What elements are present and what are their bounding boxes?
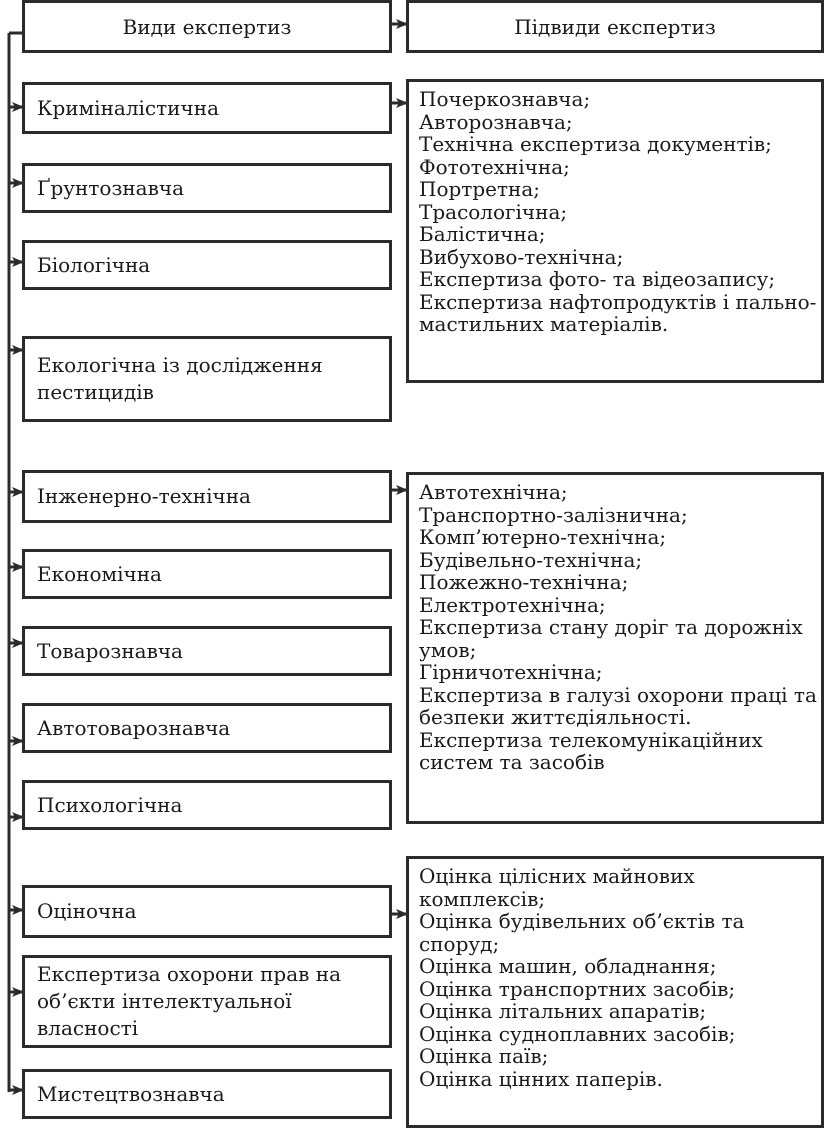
kind-box-commodity [22,626,392,676]
subkind-item: Гірничотехнічна; [419,660,603,684]
subkind-item: Трасологічна; [419,199,568,224]
subkind-item: Оцінка судноплавних засобів; [419,1021,736,1046]
subkind-item: Оцінка транспортних засобів; [419,976,736,1001]
kinds-header [22,0,392,53]
subkind-item: умов; [419,637,477,662]
subkind-item: Технічна експертиза документів; [419,132,772,156]
kinds-header-label: Види експертиз [122,14,292,39]
kind-label: Екологічна із дослідження пестицидів [37,353,323,404]
kind-label: Біологічна [37,252,151,277]
kind-label: Мистецтвознавча [37,1081,225,1106]
subkind-item: Фототехнічна; [419,154,570,179]
subkind-item: Оцінка цілісних майнових [419,864,695,888]
subkind-item: Електротехнічна; [419,592,606,617]
subkind-item: Почеркознавча; [419,87,591,111]
subkind-item: безпеки життєдіяльності. [419,705,692,729]
subkind-item: Портретна; [419,177,541,201]
kind-label: Автотоварознавча [37,715,231,740]
kind-label: Експертиза охорони прав на об’єкти інтелектуальної власності [37,962,342,1040]
subkind-item: Оцінка машин, обладнання; [419,954,717,978]
subkind-item: Оцінка літальних апаратів; [419,999,707,1023]
subkind-item: систем та засобів [419,750,605,774]
subkind-item: Комп’ютерно-технічна; [419,525,667,549]
kind-box-soil [22,163,392,213]
subkinds-box-forensic [406,79,824,383]
subkind-item: Оцінка цінних паперів. [419,1066,663,1091]
kind-box-art [22,1069,392,1119]
subkinds-header-label: Підвиди експертиз [514,14,716,39]
subkind-item: споруд; [419,931,500,956]
kind-box-psychological [22,780,392,830]
subkind-item: Будівельно-технічна; [419,547,643,572]
kind-box-economic [22,549,392,599]
subkind-item: Експертиза нафтопродуктів і пально- [419,289,817,314]
subkind-item: Експертиза в галузі охорони праці та [419,682,817,707]
subkind-item: Авторознавча; [419,109,573,134]
subkinds-header [406,0,824,53]
kind-label: Економічна [37,561,162,586]
kind-box-biological [22,240,392,290]
kind-box-valuation [22,885,392,938]
subkind-item: Автотехнічна; [419,480,568,504]
kind-label: Криміналістична [37,95,219,120]
kind-box-intellectual-property [22,955,392,1048]
subkind-item: мастильних матеріалів. [419,312,669,336]
subkinds-box-engineering [406,472,824,824]
subkind-item: Оцінка паїв; [419,1044,549,1068]
subkinds-box-valuation [406,856,824,1128]
kind-label: Товарознавча [37,638,183,663]
kind-box-auto-commodity [22,703,392,753]
kind-box-forensic [22,82,392,134]
subkind-item: Експертиза стану доріг та дорожніх [419,615,803,639]
subkind-item: Експертиза фото- та відеозапису; [419,267,776,291]
kind-box-engineering [22,470,392,523]
kind-label: Оціночна [37,899,137,923]
subkind-item: Транспортно-залізнична; [419,502,688,527]
subkind-item: Оцінка будівельних об’єктів та [419,909,745,933]
subkind-item: Вибухово-технічна; [419,244,624,269]
kind-label: Інженерно-технічна [37,484,251,508]
subkind-item: Експертиза телекомунікаційних [419,727,763,752]
kind-label: Психологічна [37,792,183,817]
subkind-item: комплексів; [419,886,546,911]
kind-label: Ґрунтознавча [37,175,185,200]
subkind-item: Балістична; [419,222,546,246]
subkind-item: Пожежно-технічна; [419,570,629,594]
kind-box-ecological [22,336,392,422]
